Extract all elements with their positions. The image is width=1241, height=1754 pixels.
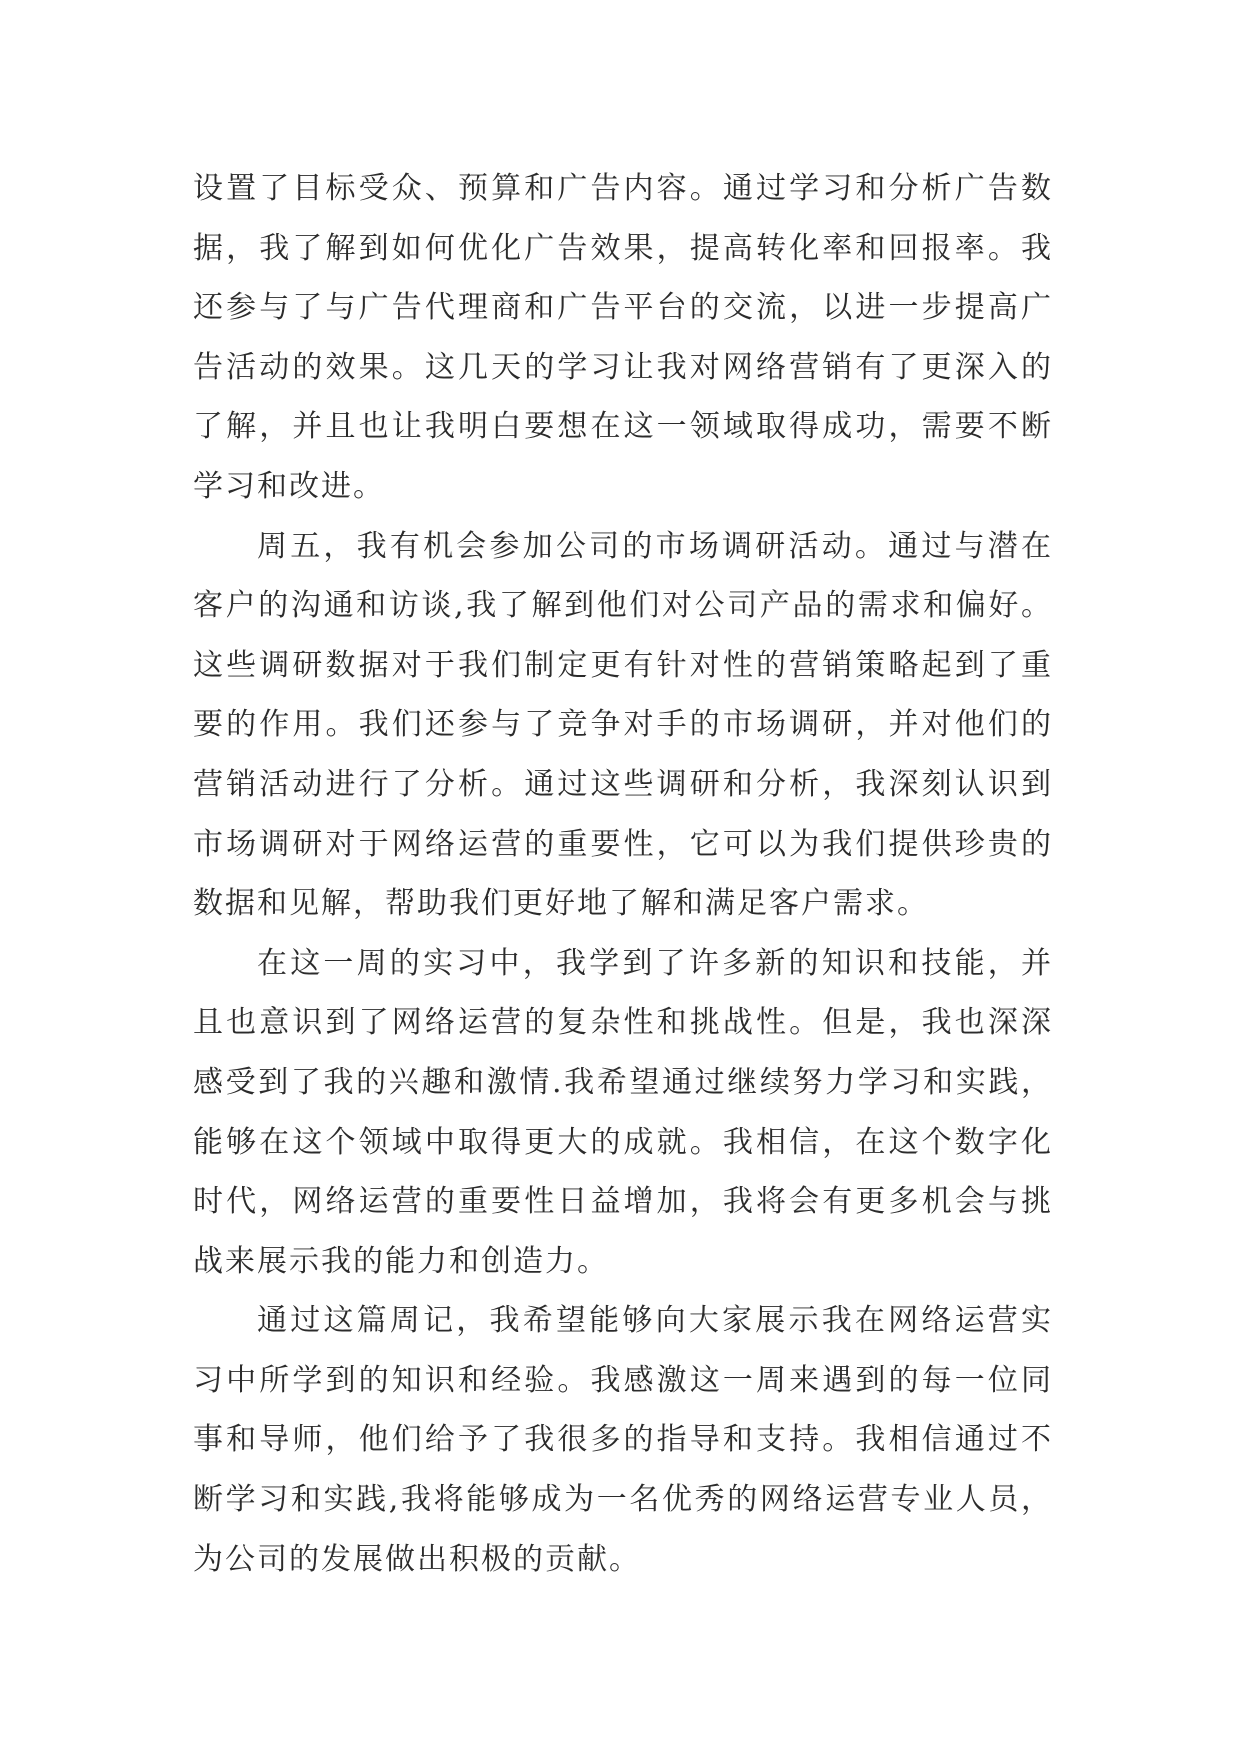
paragraph-closing-thanks: 通过这篇周记，我希望能够向大家展示我在网络运营实习中所学到的知识和经验。我感激这一周来遇到的每一位同事和导师，他们给予了我很多的指导和支持。我相信通过不断学习和实践,我将能够成为一名优秀的网络运营专业人员，为公司的发展做出积极的贡献。 <box>193 1303 1053 1577</box>
document-body <box>193 159 1053 1589</box>
paragraph-continuation: 设置了目标受众、预算和广告内容。通过学习和分析广告数据，我了解到如何优化广告效果，提高转化率和回报率。我还参与了与广告代理商和广告平台的交流，以进一步提高广告活动的效果。这几天的学习让我对网络营销有了更深入的了解，并且也让我明白要想在这一领域取得成功，需要不断学习和改进。 <box>193 171 1053 504</box>
paragraph-friday-market-research: 周五，我有机会参加公司的市场调研活动。通过与潜在客户的沟通和访谈,我了解到他们对公司产品的需求和偏好。这些调研数据对于我们制定更有针对性的营销策略起到了重要的作用。我们还参与了竞争对手的市场调研，并对他们的营销活动进行了分析。通过这些调研和分析，我深刻认识到市场调研对于网络运营的重要性，它可以为我们提供珍贵的数据和见解，帮助我们更好地了解和满足客户需求。 <box>193 528 1053 922</box>
paragraph-weekly-reflection: 在这一周的实习中，我学到了许多新的知识和技能，并且也意识到了网络运营的复杂性和挑战性。但是，我也深深感受到了我的兴趣和激情.我希望通过继续努力学习和实践，能够在这个领域中取得更大的成就。我相信，在这个数字化时代，网络运营的重要性日益增加，我将会有更多机会与挑战来展示我的能力和创造力。 <box>193 945 1053 1279</box>
